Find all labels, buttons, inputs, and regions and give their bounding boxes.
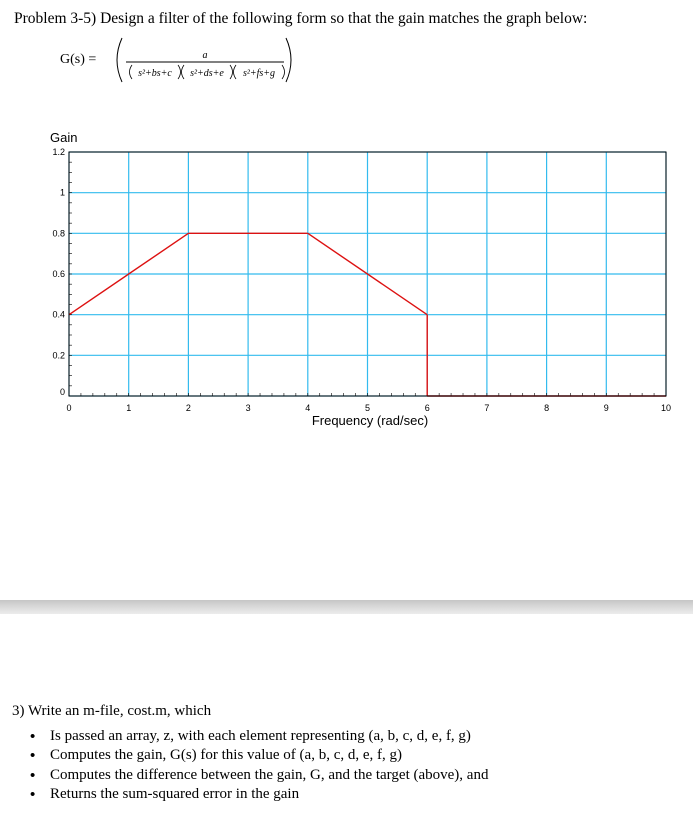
- denominator-factor-3: s²+fs+g: [242, 68, 276, 79]
- x-tick-label: 8: [544, 403, 550, 413]
- formula-open-paren: [117, 38, 122, 82]
- x-tick-label: 1: [126, 403, 132, 413]
- x-tick-label: 9: [603, 403, 609, 413]
- y-tick-label: 1: [59, 187, 65, 198]
- x-tick-label: 4: [305, 403, 311, 413]
- list-item: • Computes the difference between the gain, G, and the target (above), and: [28, 766, 488, 785]
- y-tick-label: 0.2: [52, 350, 65, 361]
- formula-close-paren: [286, 38, 291, 82]
- x-tick-label: 7: [484, 403, 490, 413]
- x-tick-label: 5: [364, 403, 371, 413]
- y-tick-label: 0.4: [52, 309, 65, 320]
- y-axis-label: Gain: [50, 130, 78, 145]
- formula-rhs: [60, 34, 300, 90]
- list-item: • Returns the sum-squared error in the gain: [28, 785, 488, 804]
- x-tick-label: 3: [245, 403, 251, 413]
- problem-title: Problem 3-5) Design a filter of the following form so that the gain matches the graph below:: [14, 10, 588, 27]
- y-tick-label: 0: [59, 387, 65, 397]
- task-list: [28, 727, 488, 804]
- x-tick-label: 2: [185, 403, 191, 413]
- y-tick-label: 0.6: [52, 269, 65, 279]
- denominator-factor-1: s²+bs+c: [138, 68, 172, 79]
- x-tick-label: 6: [424, 403, 430, 413]
- denominator-factor-2: s²+ds+e: [190, 68, 224, 79]
- x-axis-label: Frequency (rad/sec): [311, 413, 429, 428]
- y-tick-label: 1.2: [52, 147, 65, 157]
- transfer-function-formula: [60, 34, 300, 90]
- list-item: • Computes the gain, G(s) for this value of (a, b, c, d, e, f, g): [28, 746, 488, 765]
- x-tick-label: 10: [660, 403, 672, 413]
- y-tick-label: 0.8: [52, 228, 65, 239]
- gain-chart-svg: [0, 125, 693, 445]
- formula-numerator: a: [202, 50, 208, 61]
- formula-lhs: G(s) =: [60, 52, 97, 67]
- task-heading: 3) Write an m-file, cost.m, which: [12, 703, 212, 719]
- gain-chart: [0, 125, 693, 445]
- x-tick-label: 0: [66, 403, 72, 413]
- page-divider: [0, 600, 693, 614]
- list-item: • Is passed an array, z, with each element representing (a, b, c, d, e, f, g): [28, 727, 488, 746]
